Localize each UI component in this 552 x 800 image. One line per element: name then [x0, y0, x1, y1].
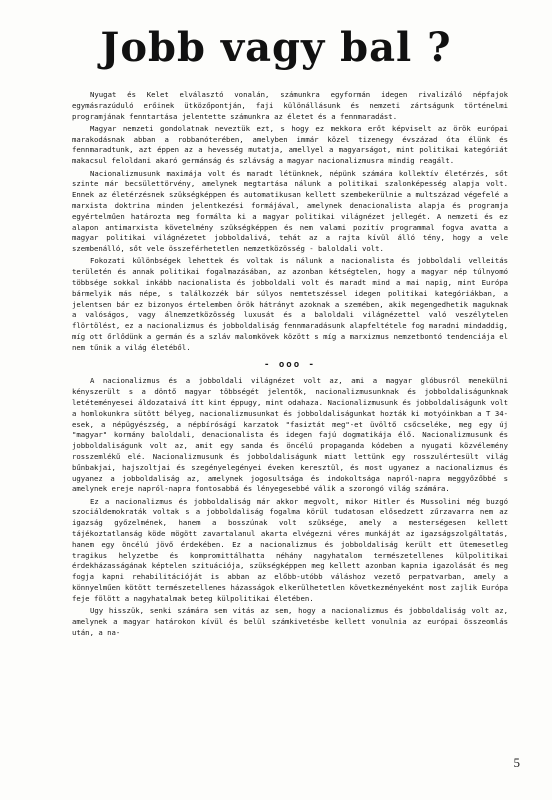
paragraph: Nyugat és Kelet elválasztó vonalán, számunkra egyformán idegen rivalizáló népfajok egymásrazúduló erőinek ütközőpontján, faji különállásunk és nemzeti zártságunk történelmi programjának fenntartása jelentette számunkra az életet és a fennmaradást.	[72, 90, 508, 121]
paragraph: Fokozati különbségek lehettek és voltak is nálunk a nacionalista és jobboldali velleitás területén és annak politikai fogalmazásában, az azonban kétségtelen, hogy a magyar nép túlnyomó többsége sokkal inkább nacionalista és jobboldali volt és maradt mind a mai napig, mint Európa bármelyik más népe, s találkozzék bár súlyos nemtetszéssel idegen politikai kategóriákban, a jelentsen bár ez bizonyos értelemben örök hátrányt azoknak a szemében, akik megengedhetik maguknak a valóságos, vagy álnemzetközösség luxusát és a baloldali világnézettel való veszélytelen flörtölést, ez a nacionalizmus és jobboldaliság fennmaradásunk alapfeltétele fog maradni mindaddig, míg ott őrlődünk a germán és a szláv malomkövek között s míg a marxizmus nemzetbontó tendenciája el nem tűnik a világ életéből.	[72, 256, 508, 352]
article-title: Jobb vagy bal ?	[100, 24, 452, 71]
section-separator: - ooo -	[264, 359, 316, 370]
paragraph: Magyar nemzeti gondolatnak neveztük ezt, s hogy ez mekkora erőt képviselt az örök európai marakodásnak abban a robbanóterében, amelyben immár közel tizenegy évszázad óta élünk és fennmaradtunk, azt éppen az a hevesség mutatja, amellyel a magyarságot, mint politikai kategóriát makacsul feloldani akaró germánság és szlávság a magyar nacionalizmusra mindig reagált.	[72, 123, 508, 166]
paragraph: Ez a nacionalizmus és jobboldaliság már akkor megvolt, mikor Hitler és Mussolini még buzgó szociáldemokraták voltak s a jobboldaliság fogalma körül tudatosan elősedzett zűrzavarra nem az igazság győzelmének, hanem a bosszúnak volt szüksége, amely a mesterségesen kellett tájékoztatlanság köde mögött zavartalanul akarta elvégezni véres munkáját az igazságszolgáltatás, hanem egy öncélú jövő érdekében. Ez a nacionalizmus és jobboldaliság került ett ütemesetleg tragikus helyzetbe és kompromittálhatta néhány nagyhatalom természetellenes külpolitikai érdekházasságának képtelen szituációja, szükségképpen meg kellett azonban kapnia igazolását és meg fogja kapni rehabilitációját is abban az előbb-utóbb váláshoz vezető perpatvarban, amely a könnyelműen kötött természetellenes házasságok elkerülhetetlen következményeként most zajlik Európa feje fölött a nagyhatalmak beteg külpolitikai életében.	[72, 496, 508, 603]
paragraph: A nacionalizmus és a jobboldali világnézet volt az, ami a magyar glóbusról menekülni kényszerült s a döntő magyar többségét jelentők, nacionalizmusunknak és jobboldaliságunknak letéteményesei áldozataivá ítt kint éppugy, mint odahaza. Nacionalizmusunk és jobboldaliságunk volt a homlokunkra sütött bélyeg, nacionalizmusunkat és jobboldaliságunkat hozták ki motyóinkban a T 34-esek, a népügyészség, a népbíróságí karzatok "fasiztát meg"-et üvöltő csőcseléke, meg egy új "magyar" kormány baloldali, denacionalista és idegen fajú dogmatikája élő. Nacionalizmusunk és jobboldaliságunk volt az, amit egy sanda és öncélú propaganda kódeben a nyugati közvélemény rosszemlékű elé. Nacionalizmusunk és jobboldaliságunk miatt lettünk egy rosszulértesült világ bűnbakjai, hajszoltjai és szegényelegényei éveken keresztül, és most ugyanez a nacionalizmus és ugyanez a jobboldaliság az, amelynek jogosultsága és indokoltsága napról-napra meggyőzőbbé s amelynek ereje napról-napra fontosabbá és lényegesebbé válik a szorongó világ számára.	[72, 376, 508, 494]
paragraph: Ugy hisszük, senki számára sem vitás az sem, hogy a nacionalizmus és jobboldaliság volt az, amelynek a magyar határokon kívül és belül számkivetésbe kellett vonulnia az európai összeomlás után, a na-	[72, 606, 508, 637]
paragraph: Nacionalizmusunk maximája volt és maradt létünknek, népünk számára kollektív életérzés, sőt szinte már becsülettörvény, amelynek megtartása nálunk a politikai szalonképesség alapja volt. Ennek az életérzésnek szükségképpen és automatikusan kellett szembekerülnie a multszázad végefelé a marxista doktrina minden jelentkezési formájával, amelynek denacionalista alapja és programja egyértelműen határozta meg formálta ki a magyar politikai világnézet jellegét. A nemzeti és ez alapon antimarxista követelmény szükségképpen és nem valami pozitív programmal fogva avatta a magyar politikai világnézetet jobboldalivá, tehát az a rajta kívül álló tény, hogy a vele szembenálló, sőt vele összeférhetetlen nemzetközösség - baloldali volt.	[72, 168, 508, 254]
page-number: 5	[513, 755, 520, 770]
section-two	[72, 376, 508, 638]
article-body	[72, 90, 508, 640]
section-one	[72, 90, 508, 354]
